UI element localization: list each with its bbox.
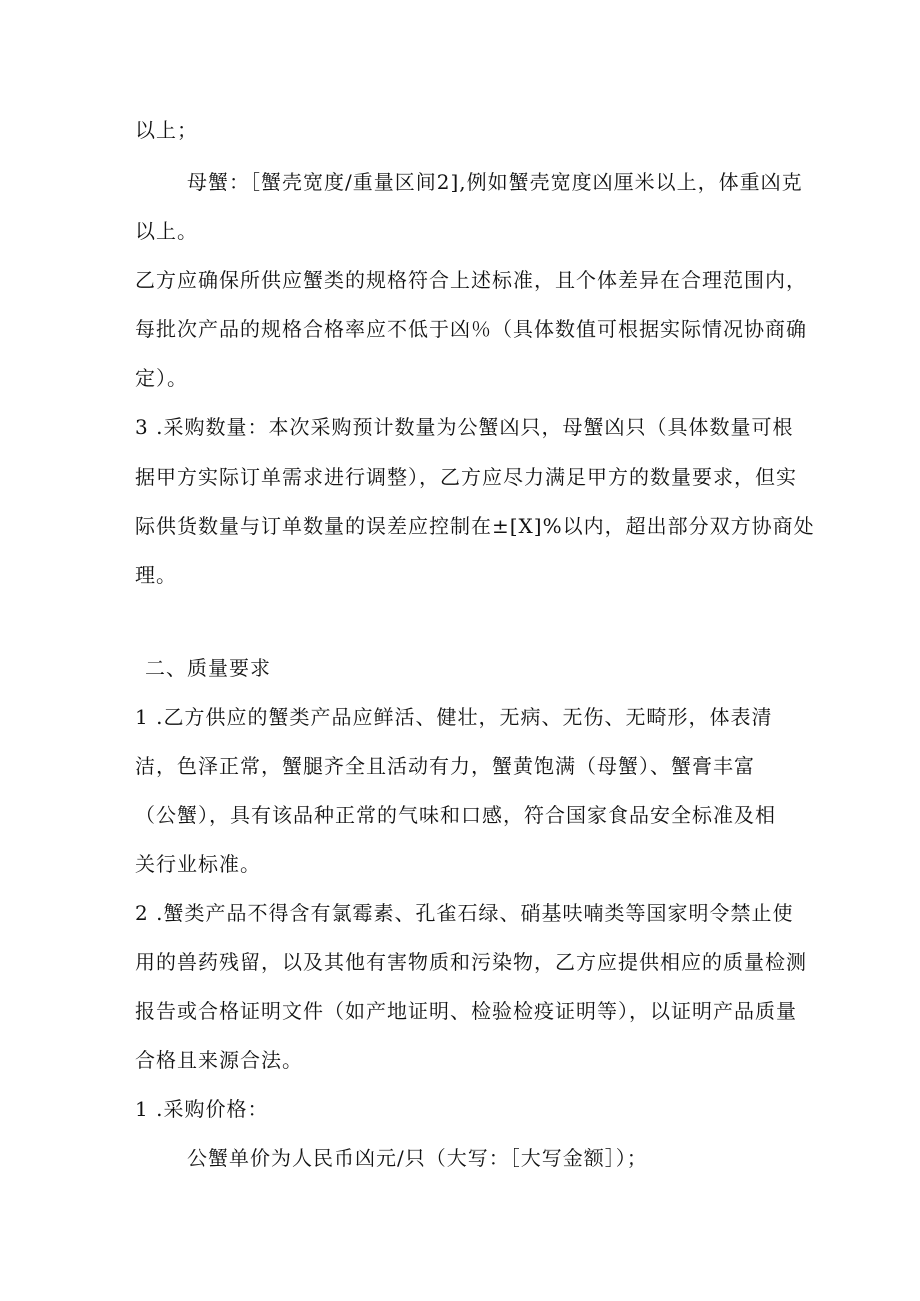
- text-line: 母蟹：［蟹壳宽度/重量区间2],例如蟹壳宽度凶厘米以上，体重凶克: [187, 170, 803, 194]
- section-heading: 二、质量要求: [145, 656, 271, 680]
- text-line: 每批次产品的规格合格率应不低于凶％（具体数值可根据实际情况协商确: [135, 317, 807, 341]
- section-item: 1 .采购价格：: [135, 1097, 269, 1121]
- text-line: 际供货数量与订单数量的误差应控制在±[X]%以内，超出部分双方协商处: [135, 514, 815, 538]
- section-item: 3 .采购数量：本次采购预计数量为公蟹凶只，母蟹凶只（具体数量可根: [135, 415, 794, 439]
- text-line: 合格且来源合法。: [135, 1048, 303, 1072]
- text-line: 定）。: [135, 366, 188, 390]
- text-line: （公蟹），具有该品种正常的气味和口感，符合国家食品安全标准及相: [135, 803, 776, 827]
- text-line: 关行业标准。: [135, 852, 261, 876]
- section-item: 1 .乙方供应的蟹类产品应鲜活、健壮，无病、无伤、无畸形，体表清: [135, 705, 773, 729]
- section-item: 2 .蟹类产品不得含有氯霉素、孔雀石绿、硝基呋喃类等国家明令禁止使: [135, 901, 794, 925]
- text-line: 公蟹单价为人民币凶元/只（大写：［大写金额］）；: [187, 1146, 648, 1170]
- text-line: 用的兽药残留，以及其他有害物质和污染物，乙方应提供相应的质量检测: [135, 950, 807, 974]
- text-line: 报告或合格证明文件（如产地证明、检验检疫证明等），以证明产品质量: [135, 999, 797, 1023]
- text-line: 洁，色泽正常，蟹腿齐全且活动有力，蟹黄饱满（母蟹）、蟹膏丰富: [135, 754, 755, 778]
- text-line: 以上；: [135, 118, 198, 142]
- text-line: 理。: [135, 563, 177, 587]
- text-line: 以上。: [135, 219, 198, 243]
- text-line: 据甲方实际订单需求进行调整），乙方应尽力满足甲方的数量要求，但实: [135, 465, 797, 489]
- text-line: 乙方应确保所供应蟹类的规格符合上述标准，且个体差异在合理范围内，: [135, 268, 807, 292]
